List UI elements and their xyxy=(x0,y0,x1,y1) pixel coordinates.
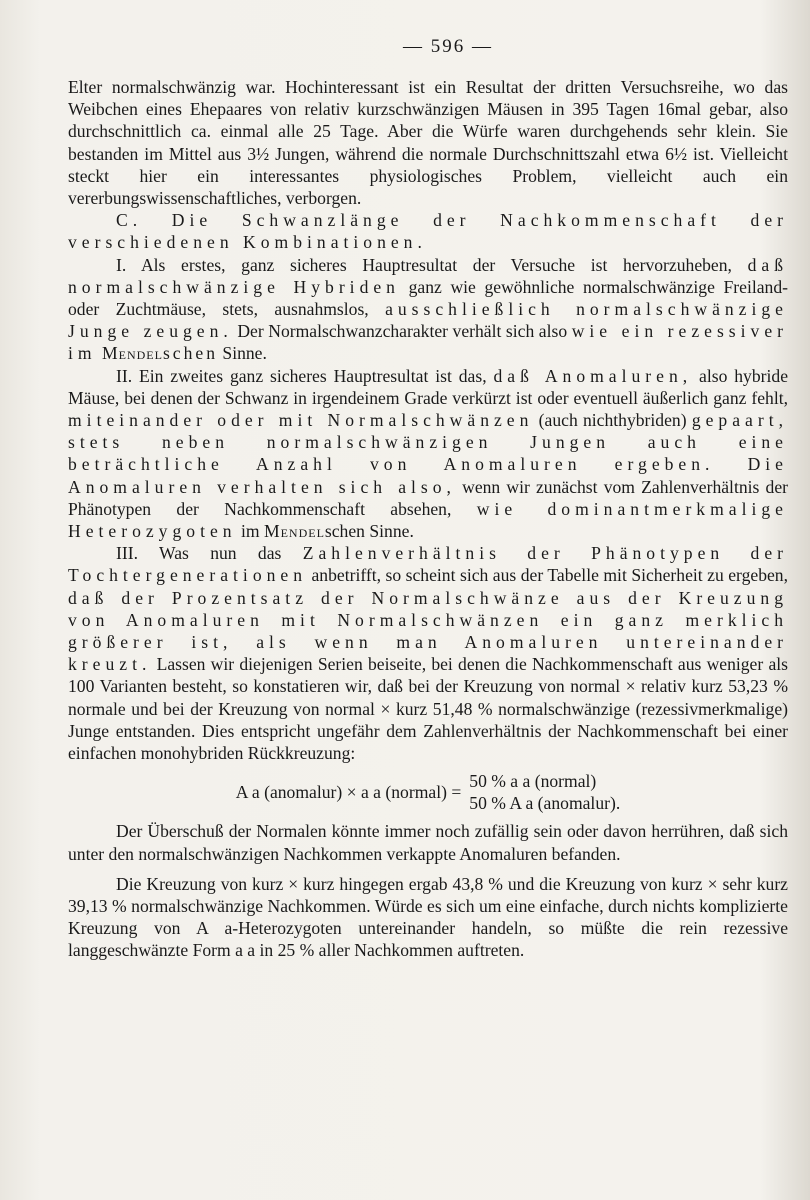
formula-line-2: 50 % A a (anomalur). xyxy=(469,793,621,814)
paragraph-3: II. Ein zweites ganz sicheres Hauptresultat ist das, daß Anomaluren, also hybride Mäuse, bei denen der Schwanz in irgendeinem Grade verkürzt ist oder eventuell äußerlich ganz fehlt, miteinander oder mit Normalschwänzen (auch nichthybriden) gepaart, stets neben normalschwänzigen Jungen auch eine beträchtliche Anzahl von Anomaluren ergeben. Die Anomaluren verhalten sich also, wenn wir zunächst vom Zahlenverhältnis der Phänotypen der Nachkommenschaft absehen, wie dominantmerkmalige Heterozygoten im Mendelschen Sinne. xyxy=(68,365,789,542)
formula-line-1: 50 % a a (normal) xyxy=(469,771,597,792)
formula-left-side: A a (anomalur) × a a (normal) = xyxy=(235,781,462,802)
paragraph-2: I. Als erstes, ganz sicheres Hauptresultat der Versuche ist hervorzuheben, daß normalschwänzige Hybriden ganz wie gewöhnliche normalschwänzige Freiland- oder Zuchtmäuse, stets, ausnahmslos, ausschließlich normalschwänzige Junge zeugen. Der Normalschwanzcharakter verhält sich also wie ein rezessiver im Mendelschen Sinne. xyxy=(68,254,789,364)
page-number: — 596 — xyxy=(403,36,493,57)
paragraph-6: Die Kreuzung von kurz × kurz hingegen ergab 43,8 % und die Kreuzung von kurz × sehr kurz 39,13 % normalschwänzige Nachkommen. Würde es sich um eine einfache, durch nichts komplizierte Kreuzung von A a-Heterozygoten untereinander handeln, so müßte die rein rezessive langgeschwänzte Form a a in 25 % aller Nachkommen auftreten. xyxy=(68,873,788,961)
formula-right-side xyxy=(469,770,620,814)
section-heading-c: C. Die Schwanzlänge der Nachkommenschaft der verschiedenen Kombinationen. xyxy=(68,210,788,253)
crossing-formula xyxy=(68,770,788,814)
paragraph-5: Der Überschuß der Normalen könnte immer noch zufällig sein oder davon herrühren, daß sich unter den normalschwänzigen Nachkommen verkappte Anomaluren befanden. xyxy=(68,821,788,864)
paragraph-1: Elter normalschwänzig war. Hochinteressant ist ein Resultat der dritten Versuchsreihe, wo das Weibchen eines Ehepaares von relativ kurzschwänzigen Mäusen in 395 Tagen 16mal gebar, also durchschnittlich ca. einmal alle 25 Tage. Aber die Würfe waren durchgehends sehr klein. Sie bestanden im Mittel aus 3½ Jungen, während die normale Durchschnittszahl etwa 6½ ist. Vielleicht steckt hier ein interessantes physiologisches Problem, vielleicht auch ein vererbungswissenschaftliches, verborgen. xyxy=(68,77,788,209)
paragraph-4: III. Was nun das Zahlenverhältnis der Phänotypen der Tochtergenerationen anbetrifft, so scheint sich aus der Tabelle mit Sicherheit zu ergeben, daß der Prozentsatz der Normalschwänze aus der Kreuzung von Anomaluren mit Normalschwänzen ein ganz merklich größerer ist, als wenn man Anomaluren untereinander kreuzt. Lassen wir diejenigen Serien beiseite, bei denen die Nachkommenschaft aus weniger als 100 Varianten besteht, so konstatieren wir, daß bei der Kreuzung von normal × relativ kurz 53,23 % normale und bei der Kreuzung von normal × kurz 51,48 % normalschwänzige (rezessivmerkmalige) Junge entstanden. Dies entspricht ungefähr dem Zahlenverhältnis der Nachkommenschaft bei einer einfachen monohybriden Rückkreuzung: xyxy=(68,543,788,764)
